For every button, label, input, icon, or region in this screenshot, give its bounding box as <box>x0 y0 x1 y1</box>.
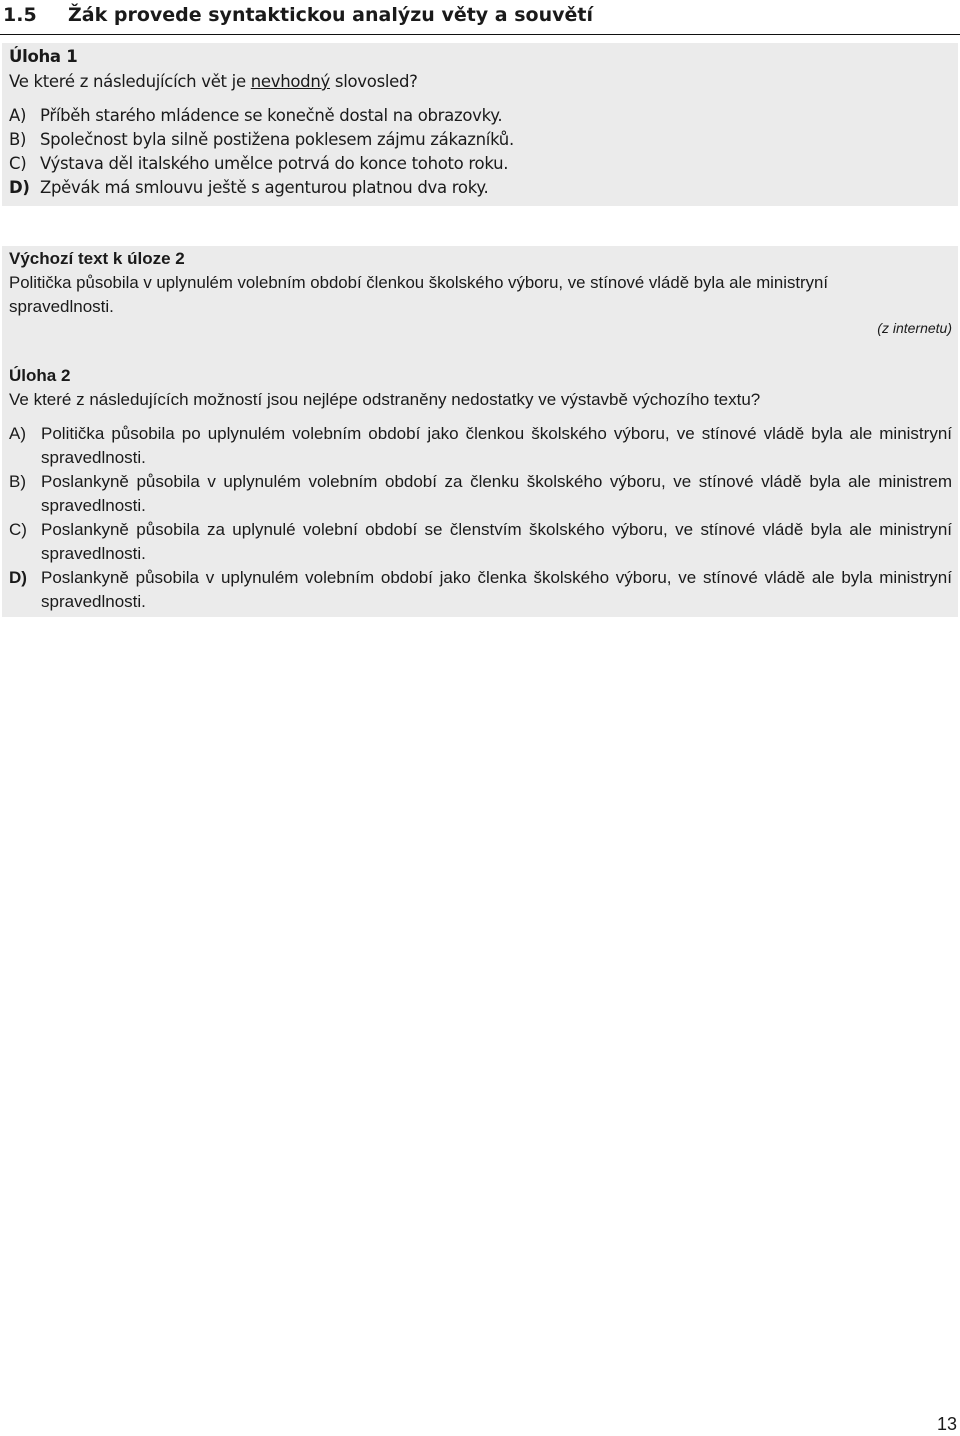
task2-box <box>2 246 958 617</box>
task2-option-c <box>9 518 952 566</box>
source-attribution: (z internetu) <box>877 320 952 336</box>
task2-question: Ve které z následujících možností jsou nejlépe odstraněny nedostatky ve výstavbě výchozího textu? <box>9 390 761 409</box>
task1-question <box>9 72 418 91</box>
option-letter: C) <box>9 520 27 539</box>
option-letter: C) <box>9 154 27 173</box>
source-line-1: Politička působila v uplynulém volebním období členkou školského výboru, ve stínové vládě byla ale ministryní <box>9 273 828 292</box>
option-text: Poslankyně působila za uplynulé volební období se členstvím školského výboru, ve stínové vládě byla ale ministryní spravedlnosti. <box>41 520 952 563</box>
option-text: Poslankyně působila v uplynulém volebním období za členku školského výboru, ve stínové vládě byla ale ministrem spravedlnosti. <box>41 472 952 515</box>
option-text: Zpěvák má smlouvu ještě s agenturou platnou dva roky. <box>40 178 489 197</box>
option-letter: D) <box>9 568 27 587</box>
task2-heading: Úloha 2 <box>9 366 71 385</box>
task1-question-post: slovosled? <box>329 72 418 91</box>
task1-option-c <box>9 154 508 173</box>
option-letter: D) <box>9 178 30 197</box>
option-letter: B) <box>9 130 27 149</box>
source-line-2: spravedlnosti. <box>9 297 114 316</box>
option-letter: A) <box>9 424 26 443</box>
task1-option-a <box>9 106 502 125</box>
source-heading: Výchozí text k úloze 2 <box>9 249 185 268</box>
section-number: 1.5 <box>3 4 37 26</box>
section-title: Žák provede syntaktickou analýzu věty a souvětí <box>68 4 593 26</box>
task1-heading: Úloha 1 <box>9 47 78 66</box>
task1-question-pre: Ve které z následujících vět je <box>9 72 251 91</box>
task1-box <box>2 43 958 206</box>
task2-option-d <box>9 566 952 614</box>
option-letter: A) <box>9 106 27 125</box>
option-letter: B) <box>9 472 26 491</box>
section-header <box>0 0 960 35</box>
option-text: Politička působila po uplynulém volebním období jako členkou školského výboru, ve stínové vládě byla ale ministryní spravedlnosti. <box>41 424 952 467</box>
option-text: Výstava děl italského umělce potrvá do konce tohoto roku. <box>40 154 509 173</box>
task1-option-d <box>9 178 488 197</box>
page-number: 13 <box>936 1414 957 1434</box>
option-text: Příběh starého mládence se konečně dostal na obrazovky. <box>40 106 503 125</box>
task1-question-underlined: nevhodný <box>250 72 330 91</box>
task1-option-b <box>9 130 514 149</box>
task2-option-b <box>9 470 952 518</box>
task2-option-a <box>9 422 952 470</box>
option-text: Společnost byla silně postižena poklesem zájmu zákazníků. <box>40 130 514 149</box>
option-text: Poslankyně působila v uplynulém volebním období jako členka školského výboru, ve stínové vládě ale byla ministryní spravedlnosti. <box>41 568 952 611</box>
